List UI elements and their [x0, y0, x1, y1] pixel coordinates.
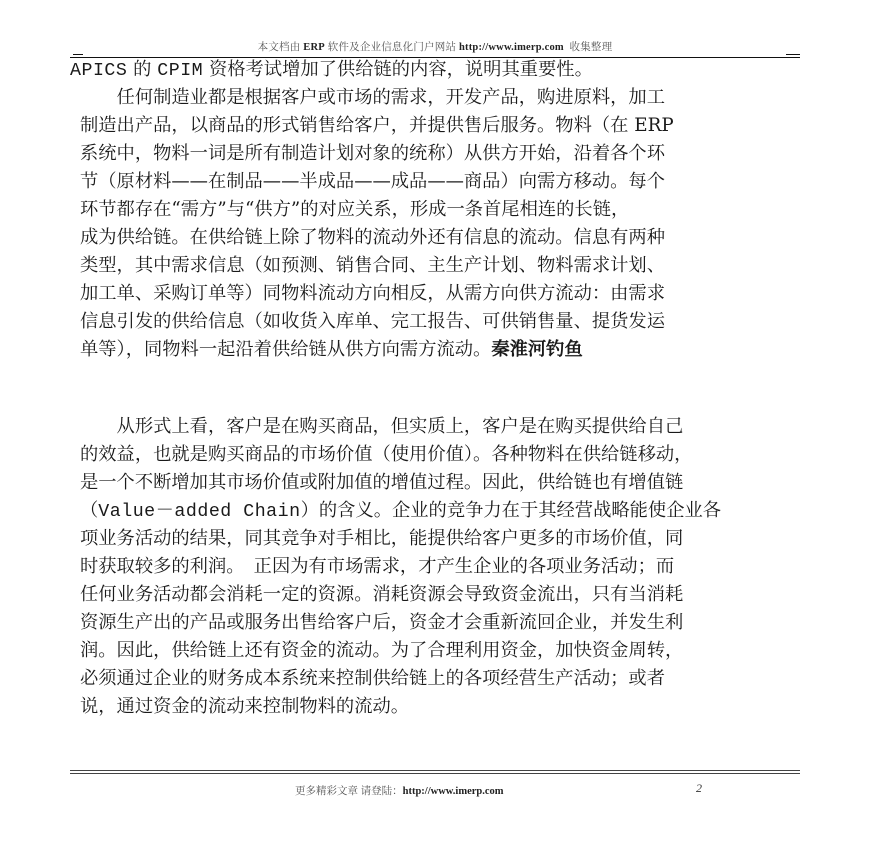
paragraph-line: 润。因此，供给链上还有资金的流动。为了合理利用资金，加快资金周转，	[80, 640, 684, 661]
footer-prefix: 更多精彩文章 请登陆：	[295, 786, 403, 797]
paragraph-1	[80, 84, 805, 364]
acronym-cpim: CPIM	[157, 61, 204, 81]
acronym-apics: APICS	[70, 61, 128, 81]
page-number: 2	[696, 781, 702, 795]
paragraph-line: 的效益，也就是购买商品的市场价值（使用价值）。各种物料在供给链移动，	[80, 444, 693, 465]
paragraph-line: 任何业务活动都会消耗一定的资源。消耗资源会导致资金流出，只有当消耗	[80, 584, 684, 605]
paragraph-2	[80, 413, 805, 721]
paragraph-line: 环节都存在“需方”与“供方”的对应关系，形成一条首尾相连的长链，	[80, 199, 630, 220]
paragraph-line: 信息引发的供给信息（如收货入库单、完工报告、可供销售量、提货发运	[80, 311, 665, 332]
value-added-chain-term: Value－added Chain	[98, 502, 301, 522]
document-body	[70, 56, 805, 721]
header-prefix: 本文档由	[257, 42, 301, 53]
header-rule-tick-right	[786, 54, 800, 55]
footer-rule	[70, 770, 800, 774]
paragraph-line	[80, 497, 805, 525]
header-url-link[interactable]: http://www.imerp.com	[458, 42, 564, 53]
paragraph-line: 说，通过资金的流动来控制物料的流动。	[80, 696, 410, 717]
page-header	[0, 39, 870, 54]
intro-line	[70, 56, 805, 84]
header-rule-tick-left	[73, 54, 83, 55]
footer-url-link[interactable]: http://www.imerp.com	[402, 786, 504, 797]
header-brand: ERP	[303, 42, 325, 53]
paragraph-line: 时获取较多的利润。 正因为有市场需求，才产生企业的各项业务活动；而	[80, 556, 675, 577]
header-suffix: 收集整理	[569, 42, 613, 53]
paragraph-line: 制造出产品，以商品的形式销售给客户，并提供售后服务。物料（在 ERP	[80, 115, 674, 136]
paragraph-line: 节（原材料——在制品——半成品——成品——商品）向需方移动。每个	[80, 171, 665, 192]
paragraph-line: 资源生产出的产品或服务出售给客户后，资金才会重新流回企业，并发生利	[80, 612, 684, 633]
header-middle: 软件及企业信息化门户网站	[327, 42, 457, 53]
paragraph-gap	[80, 364, 805, 413]
paragraph-line	[80, 336, 805, 364]
paragraph-line: 系统中，物料一词是所有制造计划对象的统称）从供方开始，沿着各个环	[80, 143, 665, 164]
paragraph-line: 必须通过企业的财务成本系统来控制供给链上的各项经营生产活动；或者	[80, 668, 665, 689]
paragraph-line: 任何制造业都是根据客户或市场的需求，开发产品，购进原料，加工	[80, 87, 665, 108]
page-footer	[295, 783, 504, 798]
paragraph-1-last-text: 单等），同物料一起沿着供给链从供方向需方流动。	[80, 339, 492, 360]
paragraph-line: 加工单、采购订单等）同物料流动方向相反，从需方向供方流动：由需求	[80, 283, 665, 304]
intro-text-1: 的	[133, 59, 152, 80]
paragraph-line: 类型，其中需求信息（如预测、销售合同、主生产计划、物料需求计划、	[80, 255, 665, 276]
paragraph-line: 成为供给链。在供给链上除了物料的流动外还有信息的流动。信息有两种	[80, 227, 665, 248]
value-line-rest: ）的含义。企业的竞争力在于其经营战略能使企业各	[300, 500, 722, 521]
value-line-open: （	[80, 500, 99, 521]
paragraph-line: 从形式上看，客户是在购买商品，但实质上，客户是在购买提供给自己	[80, 416, 684, 437]
intro-text-2: 资格考试增加了供给链的内容，说明其重要性。	[208, 59, 593, 80]
bold-signature: 秦淮河钓鱼	[491, 339, 583, 360]
paragraph-line: 是一个不断增加其市场价值或附加值的增值过程。因此，供给链也有增值链	[80, 472, 684, 493]
paragraph-line: 项业务活动的结果，同其竞争对手相比，能提供给客户更多的市场价值，同	[80, 528, 684, 549]
